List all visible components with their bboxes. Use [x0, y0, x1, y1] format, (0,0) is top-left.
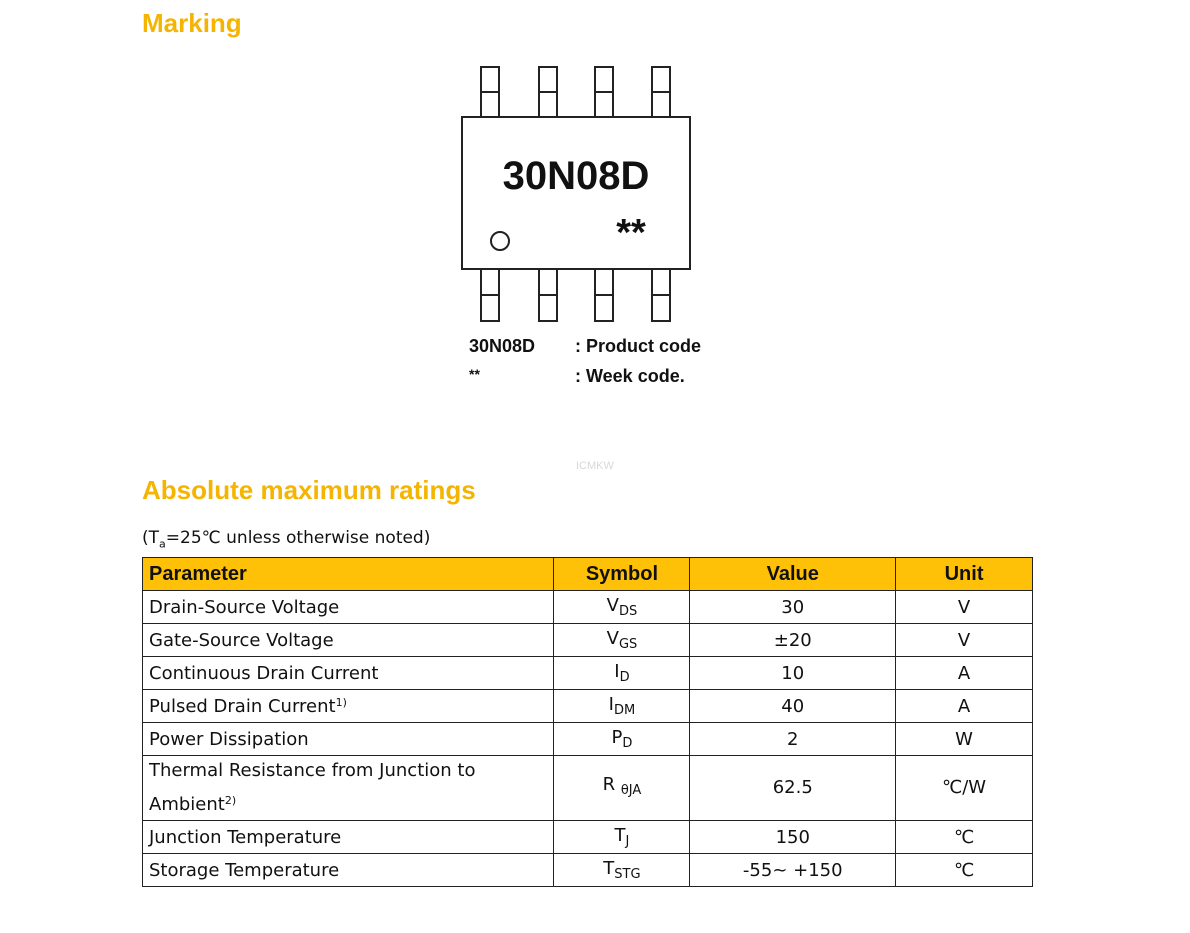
header-unit: Unit	[896, 558, 1033, 591]
cell-parameter: Gate-Source Voltage	[143, 624, 554, 657]
ratings-table	[142, 557, 1033, 887]
cell-value: 30	[690, 591, 896, 624]
cell-symbol: $V_{DS}$	[554, 591, 690, 624]
cell-unit: V	[896, 591, 1033, 624]
table-row	[143, 854, 1033, 887]
table-row	[143, 756, 1033, 821]
cell-unit: A	[896, 690, 1033, 723]
table-row	[143, 624, 1033, 657]
sop8-package-diagram	[450, 55, 710, 335]
table-header-row	[143, 558, 1033, 591]
cell-parameter: Drain-Source Voltage	[143, 591, 554, 624]
cell-value: -55~ +150	[690, 854, 896, 887]
conditions-note: ($T_a=25℃$ unless otherwise noted)	[142, 528, 431, 551]
cell-symbol: $T_J$	[554, 821, 690, 854]
header-value: Value	[690, 558, 896, 591]
cell-symbol: $T_{STG}$	[554, 854, 690, 887]
cell-value: 40	[690, 690, 896, 723]
footnote-ref: 2)	[224, 794, 237, 807]
watermark: ICMKW	[576, 460, 614, 472]
cell-symbol: $P_D$	[554, 723, 690, 756]
cell-parameter: Continuous Drain Current	[143, 657, 554, 690]
table-row	[143, 657, 1033, 690]
bottom-pins	[481, 269, 670, 321]
cell-parameter: Junction Temperature	[143, 821, 554, 854]
table-row	[143, 723, 1033, 756]
chip-product-code: 30N08D	[502, 154, 650, 198]
legend-key-product: 30N08D	[469, 336, 536, 356]
cell-value: 150	[690, 821, 896, 854]
cell-parameter: Power Dissipation	[143, 723, 554, 756]
cell-unit: A	[896, 657, 1033, 690]
ratings-heading: Absolute maximum ratings	[142, 475, 476, 505]
cell-parameter: Thermal Resistance from Junction to Ambient$^{2)}$	[143, 756, 554, 821]
cell-value: ±20	[690, 624, 896, 657]
legend-key-week: **	[469, 366, 480, 382]
table-row	[143, 591, 1033, 624]
cell-parameter: Storage Temperature	[143, 854, 554, 887]
table-row	[143, 821, 1033, 854]
legend-desc-week: : Week code.	[575, 366, 685, 386]
legend-desc-product: : Product code	[575, 336, 702, 356]
cell-unit: V	[896, 624, 1033, 657]
cell-symbol: R $_{\theta JA}$	[554, 756, 690, 821]
cell-unit: W	[896, 723, 1033, 756]
cell-unit: ℃/W	[896, 756, 1033, 821]
header-parameter: Parameter	[143, 558, 554, 591]
header-symbol: Symbol	[554, 558, 690, 591]
cell-symbol: $V_{GS}$	[554, 624, 690, 657]
cell-value: 62.5	[690, 756, 896, 821]
cell-symbol: $I_{DM}$	[554, 690, 690, 723]
cell-symbol: $I_D$	[554, 657, 690, 690]
top-pins	[481, 67, 670, 117]
cell-parameter: Pulsed Drain Current$^{1)}$	[143, 690, 554, 723]
table-row	[143, 690, 1033, 723]
cell-unit: ℃	[896, 821, 1033, 854]
chip-week-code: **	[616, 212, 646, 254]
cell-value: 10	[690, 657, 896, 690]
cell-value: 2	[690, 723, 896, 756]
cell-unit: ℃	[896, 854, 1033, 887]
marking-heading: Marking	[142, 8, 242, 38]
footnote-ref: 1)	[335, 695, 347, 709]
